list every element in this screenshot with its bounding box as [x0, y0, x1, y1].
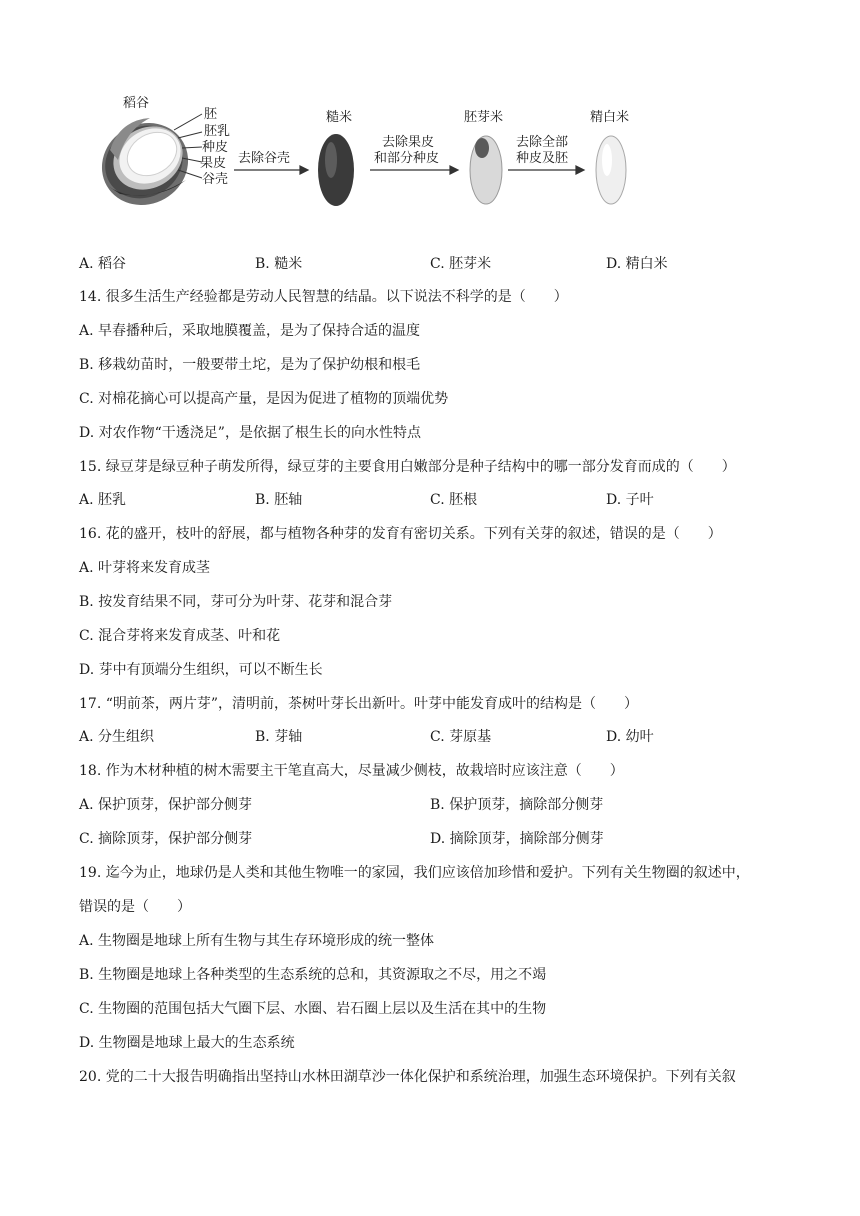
q19-stem-line2: 错误的是（ ） — [79, 899, 191, 915]
q18-option-b: B. 保护顶芽，摘除部分侧芽 — [430, 797, 604, 813]
q13-option-b: B. 糙米 — [255, 256, 303, 272]
white-rice-label: 精白米 — [590, 110, 630, 125]
q16-option-a: A. 叶芽将来发育成茎 — [79, 560, 211, 576]
q15-option-d: D. 子叶 — [606, 492, 654, 508]
q17-option-c: C. 芽原基 — [430, 729, 492, 745]
q14-option-a: A. 早春播种后，采取地膜覆盖，是为了保持合适的温度 — [79, 323, 421, 339]
q14-option-c: C. 对棉花摘心可以提高产量，是因为促进了植物的顶端优势 — [79, 391, 449, 407]
q14-stem: 14. 很多生活生产经验都是劳动人民智慧的结晶。以下说法不科学的是（ ） — [79, 289, 568, 305]
germ-rice-label: 胚芽米 — [464, 110, 504, 125]
q16-option-d: D. 芽中有顶端分生组织，可以不断生长 — [79, 662, 323, 678]
step-remove-all-line2: 种皮及胚 — [516, 151, 569, 166]
q15-option-b: B. 胚轴 — [255, 492, 303, 508]
q18-stem: 18. 作为木材种植的树木需要主干笔直高大，尽量减少侧枝，故栽培时应该注意（ ） — [79, 763, 624, 779]
q19-option-c: C. 生物圈的范围包括大气圈下层、水圈、岩石圈上层以及生活在其中的生物 — [79, 1001, 547, 1017]
white-rice-illustration — [596, 136, 626, 204]
q19-option-a: A. 生物圈是地球上所有生物与其生存环境形成的统一整体 — [79, 933, 435, 949]
rice-grain-label: 稻谷 — [123, 96, 150, 111]
q17-option-b: B. 芽轴 — [255, 729, 303, 745]
part-label-seed-coat: 种皮 — [202, 140, 229, 155]
part-label-husk: 谷壳 — [202, 172, 229, 187]
step-remove-all-line1: 去除全部 — [516, 135, 569, 150]
q18-option-c: C. 摘除顶芽，保护部分侧芽 — [79, 831, 253, 847]
q18-option-d: D. 摘除顶芽，摘除部分侧芽 — [430, 831, 604, 847]
step-remove-husk: 去除谷壳 — [238, 151, 291, 166]
step-remove-pericarp-line2: 和部分种皮 — [374, 151, 440, 166]
rice-processing-figure — [90, 90, 670, 220]
q16-option-c: C. 混合芽将来发育成茎、叶和花 — [79, 628, 281, 644]
step-remove-pericarp-line1: 去除果皮 — [382, 135, 435, 150]
rice-grain-illustration — [90, 107, 203, 220]
q15-option-a: A. 胚乳 — [79, 492, 127, 508]
q20-stem: 20. 党的二十大报告明确指出坚持山水林田湖草沙一体化保护和系统治理，加强生态环境保护。下列有关叙 — [79, 1069, 736, 1085]
q15-stem: 15. 绿豆芽是绿豆种子萌发所得，绿豆芽的主要食用白嫩部分是种子结构中的哪一部分发育而成的（ ） — [79, 459, 736, 475]
q16-option-b: B. 按发育结果不同，芽可分为叶芽、花芽和混合芽 — [79, 594, 393, 610]
q19-option-d: D. 生物圈是地球上最大的生态系统 — [79, 1035, 295, 1051]
q15-option-c: C. 胚根 — [430, 492, 478, 508]
q17-option-a: A. 分生组织 — [79, 729, 155, 745]
q17-stem: 17. “明前茶，两片芽”，清明前，茶树叶芽长出新叶。叶芽中能发育成叶的结构是（ ） — [79, 696, 639, 712]
part-label-embryo: 胚 — [204, 107, 218, 122]
brown-rice-label: 糙米 — [326, 110, 353, 125]
part-label-endosperm: 胚乳 — [204, 124, 231, 139]
q14-option-d: D. 对农作物“干透浇足”，是依据了根生长的向水性特点 — [79, 425, 421, 441]
q19-stem-line1: 19. 迄今为止，地球仍是人类和其他生物唯一的家园，我们应该倍加珍惜和爱护。下列有关生物圈的叙述中， — [79, 865, 750, 881]
q14-option-b: B. 移栽幼苗时，一般要带土坨，是为了保护幼根和根毛 — [79, 357, 421, 373]
q13-option-d: D. 精白米 — [606, 256, 668, 272]
part-label-pericarp: 果皮 — [200, 156, 227, 171]
q17-option-d: D. 幼叶 — [606, 729, 654, 745]
q13-option-c: C. 胚芽米 — [430, 256, 492, 272]
q16-stem: 16. 花的盛开，枝叶的舒展，都与植物各种芽的发育有密切关系。下列有关芽的叙述，错误的是（ ） — [79, 526, 722, 542]
q18-option-a: A. 保护顶芽，保护部分侧芽 — [79, 797, 253, 813]
brown-rice-illustration — [318, 134, 354, 206]
q19-option-b: B. 生物圈是地球上各种类型的生态系统的总和，其资源取之不尽，用之不竭 — [79, 967, 547, 983]
q13-option-a: A. 稻谷 — [79, 256, 127, 272]
